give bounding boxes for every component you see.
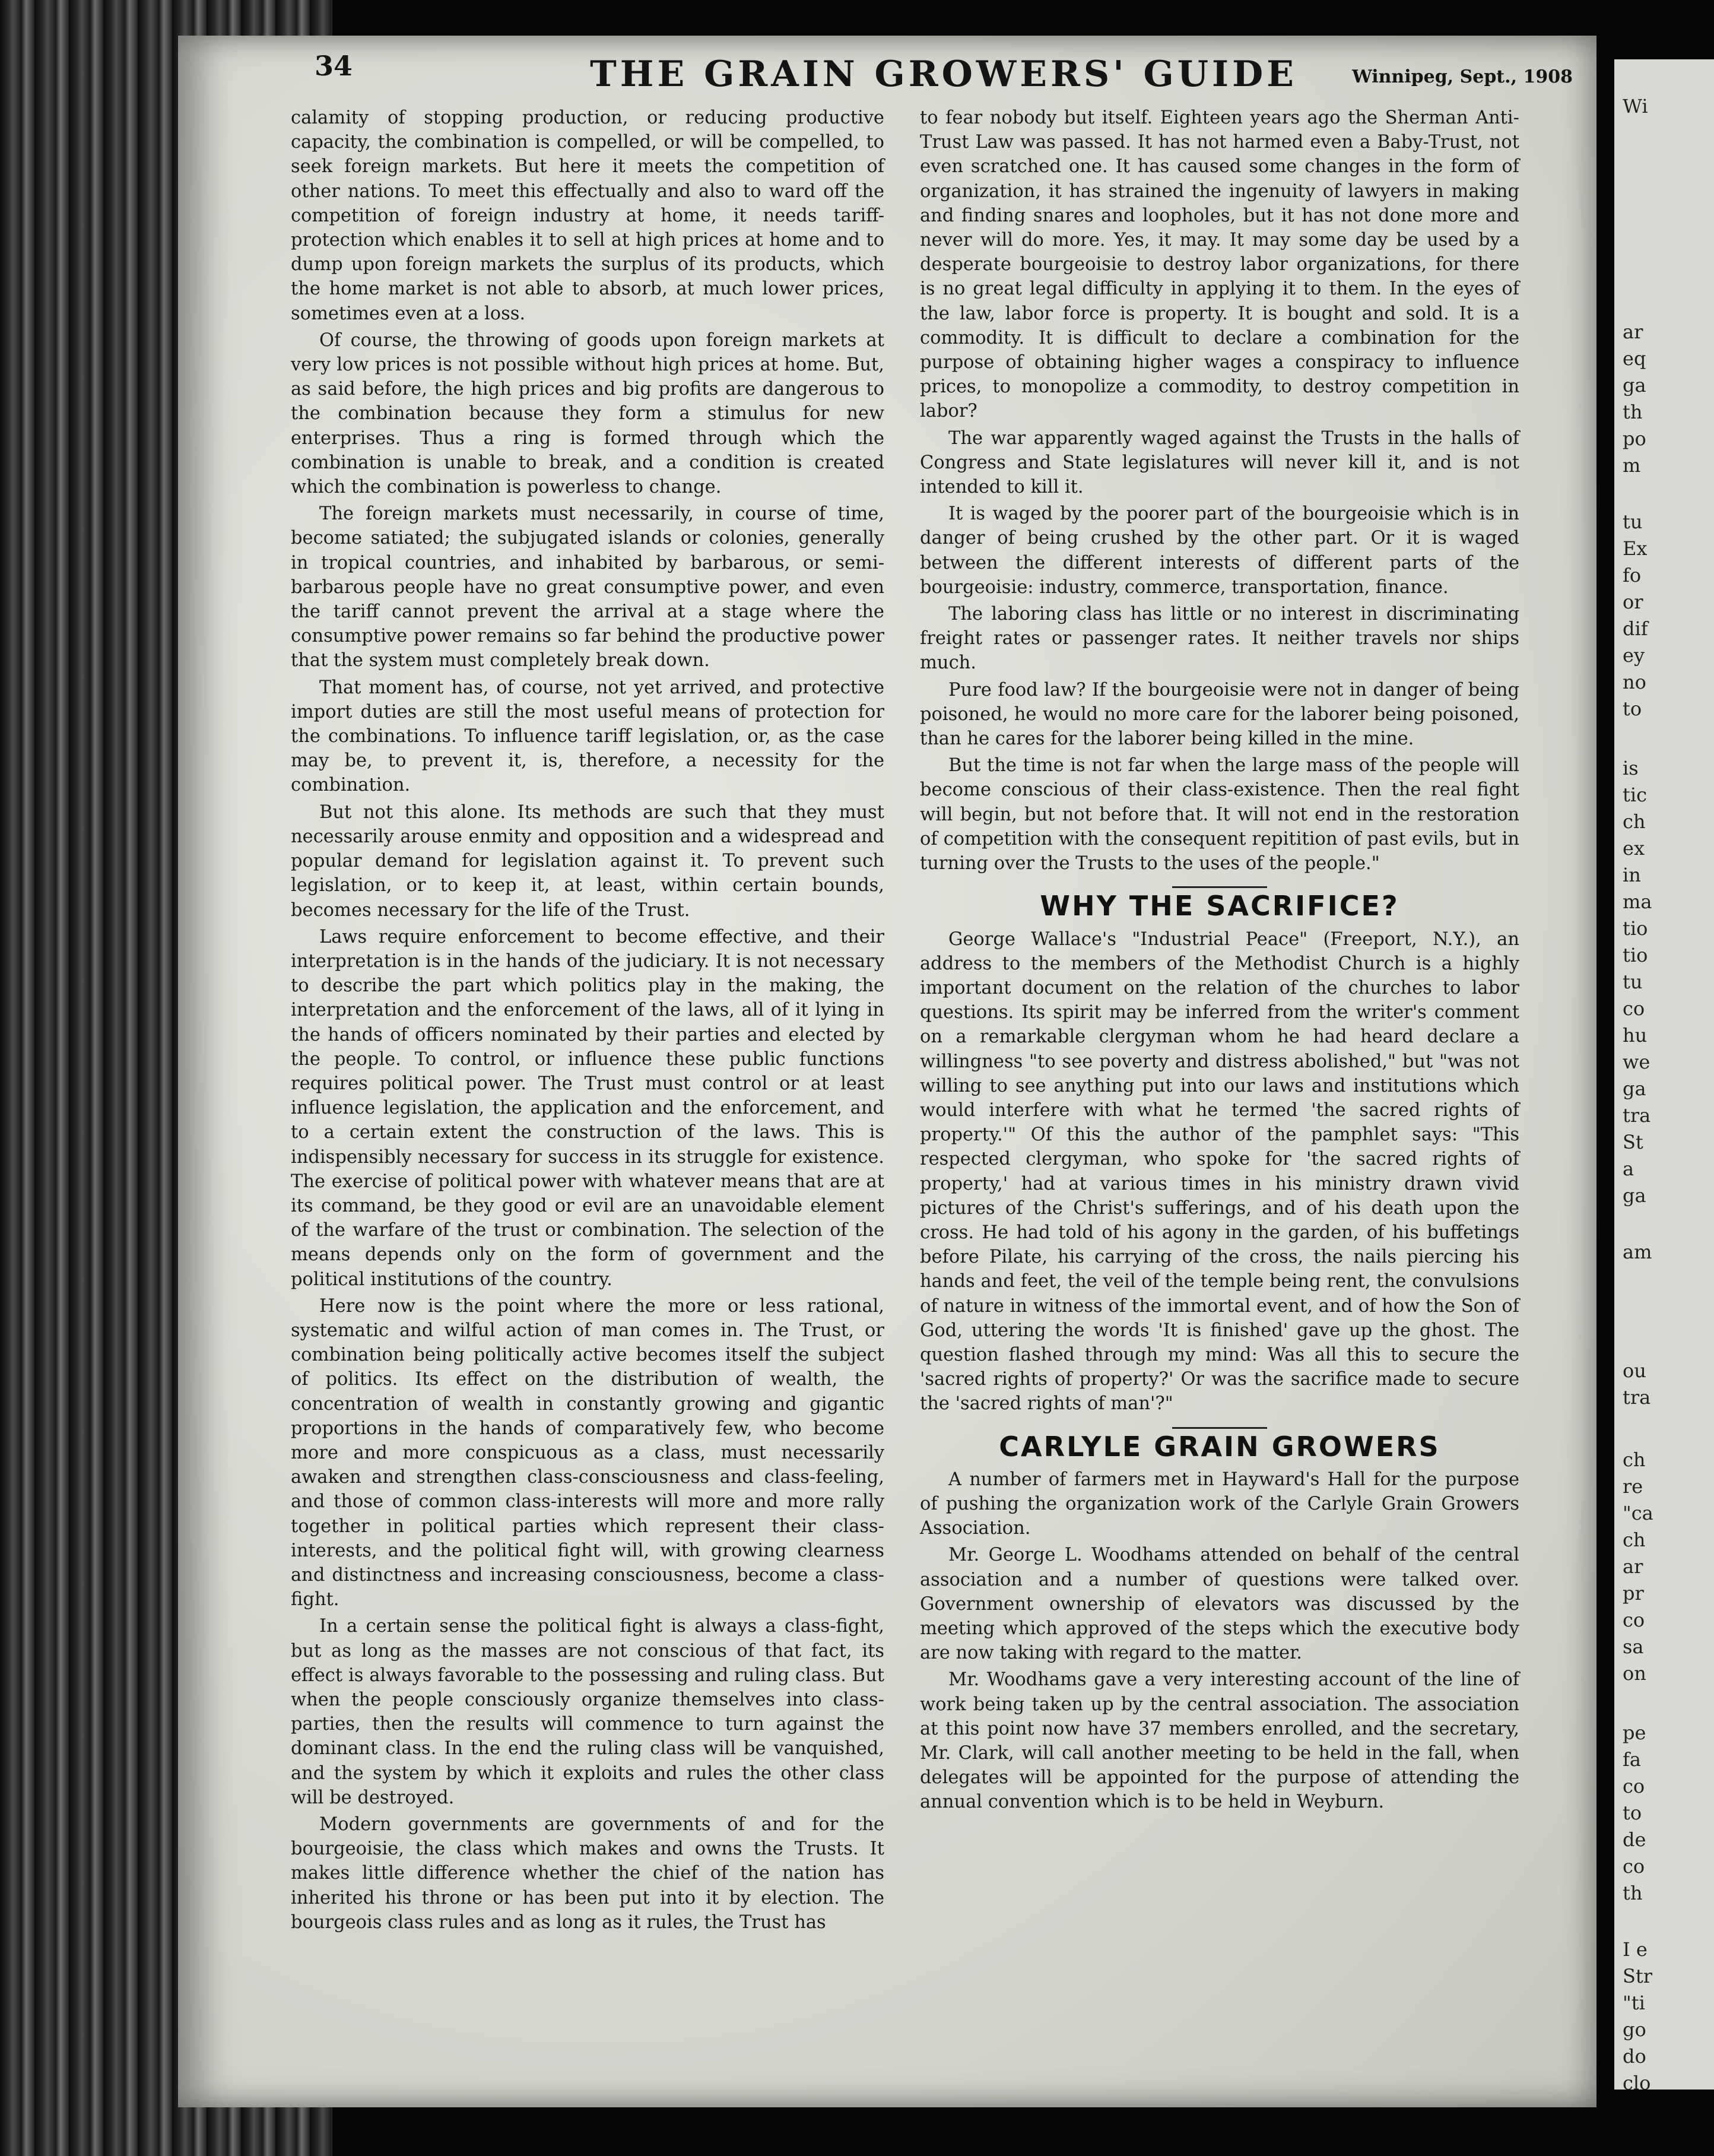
next-page-fragment: pe [1623, 1721, 1646, 1744]
next-page-fragment: in [1623, 864, 1641, 886]
newspaper-page [178, 36, 1596, 2107]
next-page-fragment: de [1623, 1828, 1646, 1851]
dateline: Winnipeg, Sept., 1908 [1352, 66, 1573, 87]
next-page-fragment: Str [1623, 1965, 1653, 1987]
paragraph: But the time is not far when the large mass of the people will become conscious of their class-existence. Then the real fight will begin, but not before that. It will not end in the restoration of competition with the consequent repitition of past evils, but in turning over the Trusts to the uses of the people." [920, 755, 1519, 874]
next-page-fragment: Ex [1623, 537, 1648, 560]
page-number: 34 [315, 50, 353, 82]
next-page-fragment: re [1623, 1475, 1643, 1498]
next-page-fragment: ey [1623, 644, 1645, 667]
next-page-fragment: I e [1623, 1938, 1648, 1961]
next-page-fragment: no [1623, 671, 1646, 693]
next-page-fragment: tu [1623, 971, 1643, 993]
next-page-fragment: tic [1623, 784, 1648, 806]
paragraph: That moment has, of course, not yet arrived, and protective import duties are still the most useful means of protection for the combinations. To influence tariff legislation, or, as the case may be, to prevent it, is, therefore, a necessity for the combination. [291, 677, 884, 796]
next-page-fragment: to [1623, 697, 1642, 720]
right-column [920, 106, 1519, 1815]
left-column [291, 106, 884, 1935]
next-page-fragment: "ca [1623, 1502, 1653, 1524]
next-page-fragment: th [1623, 1882, 1643, 1904]
next-page-fragment: ar [1623, 321, 1643, 343]
next-page-fragment: co [1623, 997, 1645, 1020]
next-page-fragment: sa [1623, 1635, 1644, 1658]
next-page-fragment: clo [1623, 2072, 1651, 2090]
next-page-fragment: co [1623, 1775, 1645, 1797]
headline-carlyle-grain-growers: CARLYLE GRAIN GROWERS [999, 1430, 1440, 1463]
paragraph: calamity of stopping production, or reducing productive capacity, the combination is compelled, or will be compelled, to seek foreign markets. But here it meets the competition of other nations. To meet this effectually and also to ward off the competition of foreign industry at home, it needs tariff-protection which enables it to sell at high prices at home and to dump upon foreign markets the surplus of its products, which the home market is not able to absorb, at much lower prices, sometimes even at a loss. [291, 107, 884, 324]
paragraph: Mr. Woodhams gave a very interesting account of the line of work being taken up by the central association. The association at this point now have 37 members enrolled, and the secretary, Mr. Clark, will call another meeting to be held in the fall, when delegates will be appointed for the purpose of attending the annual convention which is to be held in Weyburn. [920, 1669, 1519, 1813]
journal-title: THE GRAIN GROWERS' GUIDE [590, 53, 1297, 95]
next-page-fragment: to [1623, 1802, 1642, 1824]
next-page-fragment: ga [1623, 1077, 1646, 1100]
paragraph: George Wallace's "Industrial Peace" (Freeport, N.Y.), an address to the members of the Methodist Church is a highly important document on the relation of the churches to labor questions. Its spirit may be inferred from the writer's comment on a remarkable clergyman whom he had heard declare a willingness "to see poverty and distress abolished," but "was not willing to see anything put into our laws and institutions which would interfere with what he termed 'the sacred rights of property.'" Of this the author of the pamphlet says: "This respected clergyman, who spoke for 'the sacred rights of property,' had at various times in his ministry drawn vivid pictures of the Christ's sufferings, and of his death upon the cross. He had told of his agony in the garden, of his buffetings before Pilate, his carrying of the cross, the nails piercing his hands and feet, the veil of the temple being rent, the convulsions of nature in witness of the immortal event, and of how the Son of God, uttering the words 'It is finished' gave up the ghost. The question flashed through my mind: Was all this to secure the 'sacred rights of property?' Or was the sacrifice made to secure the 'sacred rights of man'?" [920, 928, 1519, 1415]
next-page-fragment: a [1623, 1158, 1634, 1180]
paragraph: In a certain sense the political fight is always a class-fight, but as long as the masses are not conscious of that fact, its effect is always favorable to the possessing and ruling class. But when the people consciously organize themselves into class-parties, then the results will commence to turn against the dominant class. In the end the ruling class will be vanquished, and the system by which it exploits and rules the other class will be destroyed. [291, 1616, 884, 1808]
next-page-fragment: eq [1623, 347, 1646, 370]
next-page-fragment: po [1623, 427, 1646, 450]
next-page-fragment: tu [1623, 511, 1643, 533]
next-page-fragment: ar [1623, 1555, 1643, 1578]
next-page-fragment: dif [1623, 617, 1648, 640]
next-page-fragment: we [1623, 1051, 1650, 1073]
paragraph: Modern governments are governments of and for the bourgeoisie, the class which makes and owns the Trusts. It makes little difference whether the chief of the nation has inherited his throne or has been put into it by election. The bourgeois class rules and as long as it rules, the Trust has [291, 1814, 884, 1933]
paragraph: Pure food law? If the bourgeoisie were not in danger of being poisoned, he would no more care for the laborer being poisoned, than he cares for the laborer being killed in the mine. [920, 679, 1519, 750]
next-page-fragment: ma [1623, 890, 1652, 913]
next-page-fragment: is [1623, 757, 1639, 779]
paragraph: The war apparently waged against the Trusts in the halls of Congress and State legislatures will never kill it, and is not intended to kill it. [920, 427, 1519, 498]
paragraph: Of course, the throwing of goods upon foreign markets at very low prices is not possible without high prices at home. But, as said before, the high prices and big profits are dangerous to the combination because they form a stimulus for new enterprises. Thus a ring is formed through which the combination is unable to break, and a condition is created which the combination is powerless to change. [291, 329, 884, 498]
next-page-fragment: do [1623, 2045, 1646, 2068]
paragraph: Mr. George L. Woodhams attended on behalf of the central association and a number of questions were talked over. Government ownership of elevators was discussed by the meeting which approved of the steps which the executive body are now taking with regard to the matter. [920, 1545, 1519, 1664]
next-page-fragment: co [1623, 1855, 1645, 1878]
paragraph: to fear nobody but itself. Eighteen years ago the Sherman Anti-Trust Law was passed. It has not harmed even a Baby-Trust, not even scratched one. It has caused some changes in the form of organization, it has strained the ingenuity of lawyers in making and finding snares and loopholes, but it has not done more and never will do more. Yes, it may. It may some day be used by a desperate bourgeoisie to destroy labor organizations, for there is no great legal difficulty in applying it to them. In the eyes of the law, labor force is property. It is bought and sold. It is a commodity. It is difficult to declare a combination for the purpose of obtaining higher wages a conspiracy to influence prices, to monopolize a commodity, to destroy competition in labor? [920, 107, 1519, 422]
next-page-fragment: "ti [1623, 1992, 1645, 2014]
next-page-fragment: go [1623, 2018, 1646, 2041]
next-page-fragment: ga [1623, 1184, 1646, 1207]
section-rule [1172, 886, 1267, 888]
next-page-fragment: fo [1623, 564, 1642, 586]
paragraph: Laws require enforcement to become effective, and their interpretation is in the hands of the judiciary. It is not necessary to describe the part which politics play in the making, the interpretation and the enforcement of the laws, all of it lying in the hands of officers nominated by their parties and elected by the people. To control, or influence these public functions requires political power. The Trust must control or at least influence legislation, the application and the enforcement, and to a certain extent the construction of the laws. This is indispensibly necessary for success in its struggle for existence. The exercise of political power with whatever means that are at its command, be they good or evil are an unavoidable element of the warfare of the trust or combination. The selection of the means depends only on the form of government and the political institutions of the country. [291, 926, 884, 1290]
next-page-fragment: tio [1623, 944, 1648, 966]
next-page-fragment: pr [1623, 1582, 1644, 1605]
next-page-fragment: ch [1623, 1448, 1646, 1471]
next-page-fragment: am [1623, 1241, 1652, 1263]
next-page-fragment: tio [1623, 917, 1648, 940]
next-page-fragment: ou [1623, 1359, 1646, 1382]
paragraph: A number of farmers met in Hayward's Hall for the purpose of pushing the organization work of the Carlyle Grain Growers Association. [920, 1469, 1519, 1539]
paragraph: It is waged by the poorer part of the bourgeoisie which is in danger of being crushed by the other part. Or it is waged between the different interests of different parts of the bourgeoisie: industry, commerce, transportation, finance. [920, 503, 1519, 598]
next-page-fragment: St [1623, 1131, 1643, 1153]
next-page-fragment: ch [1623, 810, 1646, 833]
paragraph: The foreign markets must necessarily, in course of time, become satiated; the subjugated islands or colonies, generally in tropical countries, and inhabited by barbarous, or semi-barbarous people have no great consumptive power, and even the tariff cannot prevent the arrival at a stage where the consumptive power remains so far behind the productive power that the system must completely break down. [291, 503, 884, 671]
paragraph: Here now is the point where the more or less rational, systematic and wilful action of man comes in. The Trust, or combination being politically active becomes itself the subject of politics. Its effect on the distribution of wealth, the concentration of wealth in constantly growing and gigantic proportions in the hands of comparatively few, who become more and more conspicuous as a class, must necessarily awaken and strengthen class-consciousness and class-feeling, and those of common class-interests will more and more rally together in political parties which represent their class-interests, and the political fight will, with growing clearness and distinctness and increasing consciousness, become a class-fight. [291, 1295, 884, 1610]
next-page-fragment: tra [1623, 1386, 1651, 1409]
paragraph: But not this alone. Its methods are such that they must necessarily arouse enmity and opposition and a widespread and popular demand for legislation against it. To prevent such legislation, or to keep it, at least, within certain bounds, becomes necessary for the life of the Trust. [291, 801, 884, 921]
next-page-fragment: on [1623, 1662, 1646, 1685]
next-page-fragment: or [1623, 591, 1643, 613]
next-page-fragment: co [1623, 1609, 1645, 1631]
next-page-fragment: m [1623, 454, 1641, 477]
next-page-fragment: hu [1623, 1024, 1648, 1047]
next-page-fragment: ex [1623, 837, 1645, 860]
next-page-fragment: fa [1623, 1748, 1641, 1771]
headline-why-the-sacrifice: WHY THE SACRIFICE? [1040, 890, 1399, 922]
section-rule [1172, 1427, 1267, 1429]
next-page-fragment: Wi [1623, 95, 1648, 118]
next-page-fragment: ga [1623, 374, 1646, 397]
next-page-fragment: th [1623, 401, 1643, 423]
adjacent-page-edge [1614, 59, 1714, 2090]
next-page-fragment: ch [1623, 1529, 1646, 1551]
paragraph: The laboring class has little or no interest in discriminating freight rates or passenger rates. It neither travels nor ships much. [920, 604, 1519, 674]
next-page-fragment: tra [1623, 1104, 1651, 1127]
page-header [315, 43, 1573, 114]
